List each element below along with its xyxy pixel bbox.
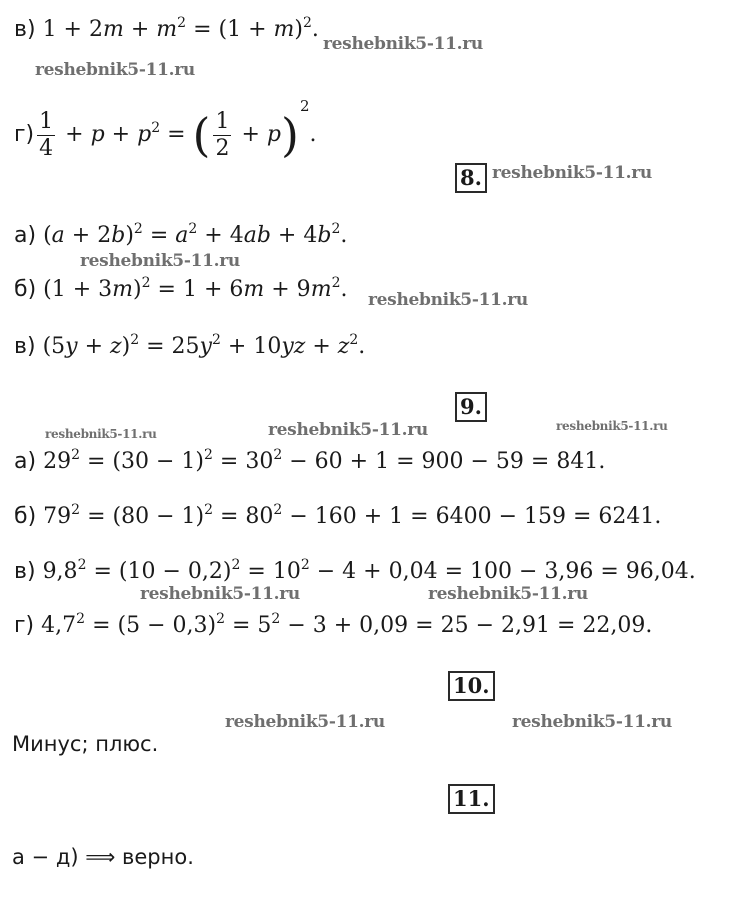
- exponent: 2: [133, 221, 143, 237]
- item-label: в): [14, 559, 36, 584]
- var-z: z: [337, 334, 350, 359]
- expr-part: +: [234, 122, 267, 147]
- expr-part: ): [133, 277, 142, 302]
- expr-part: .: [340, 277, 348, 302]
- var-m: m: [273, 17, 295, 42]
- exponent: 2: [76, 611, 86, 627]
- expr-part: .: [340, 223, 348, 248]
- var-a: a: [51, 223, 65, 248]
- task-number-11: 11.: [448, 784, 495, 814]
- expr-part: + 4: [197, 223, 244, 248]
- expr-part: ): [121, 334, 131, 359]
- watermark: reshebnik5-11.ru: [428, 584, 588, 604]
- expr-part: 1 + 2: [42, 17, 103, 42]
- expr-part: 4,7: [41, 613, 77, 638]
- exponent: 2: [77, 557, 87, 573]
- expr-part: = (80 − 1): [80, 504, 205, 529]
- line-8a: [14, 222, 347, 250]
- exponent: 2: [141, 275, 151, 291]
- line-9g: [14, 612, 652, 640]
- var-m: m: [310, 277, 332, 302]
- expr-part: 9,8: [42, 559, 78, 584]
- var-p: p: [90, 122, 105, 147]
- item-label: г): [14, 122, 35, 147]
- var-m: m: [243, 277, 265, 302]
- expr-part: .: [309, 122, 317, 147]
- watermark: reshebnik5-11.ru: [268, 420, 428, 440]
- var-z: z: [110, 334, 122, 359]
- expr-part: = (5 − 0,3): [85, 613, 217, 638]
- expr-part: + 4: [270, 223, 318, 248]
- var-p: p: [266, 122, 281, 147]
- item-label: в): [14, 334, 36, 359]
- line-8b: [14, 276, 347, 304]
- expr-part: − 160 + 1 = 6400 − 159 = 6241.: [282, 504, 662, 529]
- watermark: reshebnik5-11.ru: [225, 712, 385, 732]
- expr-part: = 25: [139, 334, 200, 359]
- item-label: г): [14, 613, 35, 638]
- exponent: 2: [273, 502, 283, 518]
- exponent: 2: [300, 557, 310, 573]
- expr-part: =: [142, 223, 176, 248]
- exponent: 2: [211, 332, 221, 348]
- line-9v: [14, 558, 696, 586]
- line-9b: [14, 503, 661, 531]
- var-m: m: [102, 17, 124, 42]
- expr-part: 79: [43, 504, 72, 529]
- exponent: 2: [71, 447, 80, 463]
- var-m: m: [112, 277, 134, 302]
- watermark: reshebnik5-11.ru: [492, 163, 652, 183]
- expr-part: +: [123, 17, 157, 42]
- answer-11: а − д) ⟹ верно.: [12, 845, 194, 869]
- exponent: 2: [271, 611, 281, 627]
- expr-part: ): [294, 17, 303, 42]
- watermark: reshebnik5-11.ru: [45, 427, 157, 441]
- answer-10: Минус; плюс.: [12, 732, 159, 756]
- expr-part: − 60 + 1 = 900 − 59 = 841.: [282, 449, 606, 474]
- var-a: a: [175, 223, 189, 248]
- task-number-10: 10.: [448, 671, 495, 701]
- expr-part: (: [43, 223, 52, 248]
- line-9a: [14, 448, 605, 476]
- var-b: b: [317, 223, 332, 248]
- denominator: 2: [215, 135, 230, 161]
- line-7g: [14, 76, 317, 165]
- exponent: 2: [204, 447, 213, 463]
- exponent: 2: [349, 332, 359, 348]
- exponent: 2: [216, 611, 225, 627]
- exponent: 2: [299, 97, 310, 115]
- expr-part: = 5: [225, 613, 272, 638]
- expr-part: + 10: [220, 334, 282, 359]
- exponent: 2: [151, 120, 161, 136]
- expr-part: = (10 − 0,2): [86, 559, 232, 584]
- var-yz: yz: [281, 334, 306, 359]
- var-b: b: [111, 223, 126, 248]
- line-7v: [14, 16, 319, 44]
- denominator: 4: [39, 135, 54, 161]
- exponent: 2: [71, 502, 81, 518]
- task-number-9: 9.: [455, 392, 487, 422]
- watermark: reshebnik5-11.ru: [368, 290, 528, 310]
- var-y: y: [65, 334, 78, 359]
- var-ab: ab: [243, 223, 271, 248]
- exponent: 2: [130, 332, 140, 348]
- numerator: 1: [215, 108, 230, 134]
- expr-part: +: [305, 334, 338, 359]
- exponent: 2: [331, 275, 341, 291]
- expr-part: (1 + 3: [43, 277, 113, 302]
- var-y: y: [199, 334, 212, 359]
- expr-part: − 3 + 0,09 = 25 − 2,91 = 22,09.: [280, 613, 653, 638]
- expr-part: + 2: [64, 223, 112, 248]
- expr-part: +: [58, 122, 91, 147]
- expr-part: (5: [42, 334, 66, 359]
- expr-part: = 80: [213, 504, 274, 529]
- numerator: 1: [39, 108, 54, 134]
- line-8v: [14, 333, 365, 361]
- expr-part: ): [125, 223, 134, 248]
- close-paren: ): [281, 108, 299, 162]
- watermark: reshebnik5-11.ru: [35, 60, 195, 80]
- watermark: reshebnik5-11.ru: [80, 251, 240, 271]
- expr-part: = (30 − 1): [80, 449, 204, 474]
- expr-part: +: [77, 334, 111, 359]
- expr-part: + 9: [264, 277, 311, 302]
- var-m: m: [156, 17, 178, 42]
- expr-part: =: [160, 122, 193, 147]
- watermark: reshebnik5-11.ru: [323, 34, 483, 54]
- expr-part: − 4 + 0,04 = 100 − 3,96 = 96,04.: [309, 559, 696, 584]
- exponent: 2: [188, 221, 198, 237]
- open-paren: (: [192, 108, 211, 162]
- exponent: 2: [331, 221, 341, 237]
- exponent: 2: [231, 557, 241, 573]
- expr-part: = 30: [212, 449, 274, 474]
- item-label: а): [14, 449, 37, 474]
- exponent: 2: [204, 502, 213, 518]
- fraction: [213, 108, 231, 161]
- watermark: reshebnik5-11.ru: [140, 584, 300, 604]
- watermark: reshebnik5-11.ru: [556, 419, 668, 433]
- expr-part: .: [358, 334, 366, 359]
- exponent: 2: [302, 15, 312, 31]
- exponent: 2: [177, 15, 187, 31]
- expr-part: +: [104, 122, 138, 147]
- exponent: 2: [273, 447, 283, 463]
- expr-part: .: [311, 17, 319, 42]
- task-number-8: 8.: [455, 163, 487, 193]
- fraction: [37, 108, 55, 161]
- expr-part: = 10: [240, 559, 301, 584]
- watermark: reshebnik5-11.ru: [512, 712, 672, 732]
- var-p: p: [137, 122, 152, 147]
- expr-part: 29: [43, 449, 72, 474]
- item-label: б): [14, 277, 37, 302]
- item-label: б): [14, 504, 37, 529]
- item-label: а): [14, 223, 37, 248]
- expr-part: = (1 +: [186, 17, 274, 42]
- expr-part: = 1 + 6: [150, 277, 244, 302]
- item-label: в): [14, 17, 36, 42]
